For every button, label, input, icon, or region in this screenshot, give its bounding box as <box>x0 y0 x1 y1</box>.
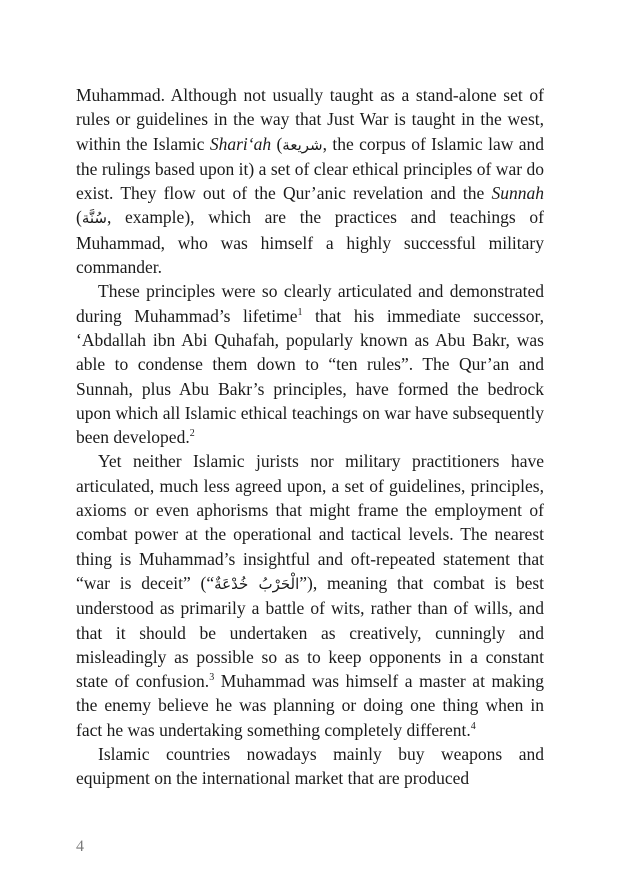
page-number: 4 <box>76 838 84 855</box>
footnote-marker: 3 <box>209 672 215 684</box>
text-run: ”), meaning that combat is best understood as primarily a battle of wits, rather than of wills, and that it should be undertaken as creatively, cunningly and misleadingly as possible so as to keep opponents in a constant state of confusion. <box>76 572 545 692</box>
text-run: ( <box>271 133 283 154</box>
paragraph <box>76 742 544 791</box>
text-run: Yet neither Islamic jurists nor military practitioners have articulated, much less agreed upon, a set of guidelines, principles, axioms or even aphorisms that might frame the employment of combat power at the operational and tactical levels. The nearest thing is Muhammad’s insightful and oft-repeated statement that “war is deceit” (“ <box>76 451 544 593</box>
body-text <box>76 83 544 791</box>
text-run: Muhammad. Although not usually taught as a stand-alone set of rules or guidelines in the way that Just War is taught in the west, within the Islamic <box>76 85 544 154</box>
arabic-term: الْحَرْبُ خُدْعَةٌ <box>214 574 300 593</box>
text-run: Muhammad was himself a master at making the enemy believe he was planning or doing one thing when in fact he was undertaking something completely different. <box>76 671 544 740</box>
text-run: These principles were so clearly articulated and demonstrated during Muhammad’s lifetime <box>76 281 544 326</box>
paragraph <box>76 279 544 449</box>
paragraph <box>76 449 544 742</box>
text-run: Islamic countries nowadays mainly buy weapons and equipment on the international market that are produced <box>76 744 544 789</box>
text-run: that his immediate successor, ‘Abdallah ibn Abi Quhafah, popularly known as Abu Bakr, was able to condense them down to “ten rules”. The Qur’an and Sunnah, plus Abu Bakr’s principles, have formed the bedrock upon which all Islamic ethical teachings on war have subsequently been developed. <box>76 305 544 448</box>
italic-term: Sunnah <box>491 183 544 204</box>
italic-term: Shari‘ah <box>209 133 272 154</box>
paragraph <box>76 83 544 279</box>
footnote-marker: 1 <box>297 306 303 318</box>
text-run: , example), which are the practices and teachings of Muhammad, who was himself a highly successful military commander. <box>76 207 544 278</box>
footnote-marker: 2 <box>189 428 195 440</box>
text-run: ( <box>76 207 82 228</box>
arabic-term: سُنَّة <box>81 209 107 228</box>
text-run: , the corpus of Islamic law and the rulings based upon it) a set of clear ethical principles of war do exist. They flow out of the Qur’anic revelation and the <box>76 133 545 204</box>
arabic-term: شريعة <box>282 135 323 154</box>
footnote-marker: 4 <box>470 720 476 732</box>
